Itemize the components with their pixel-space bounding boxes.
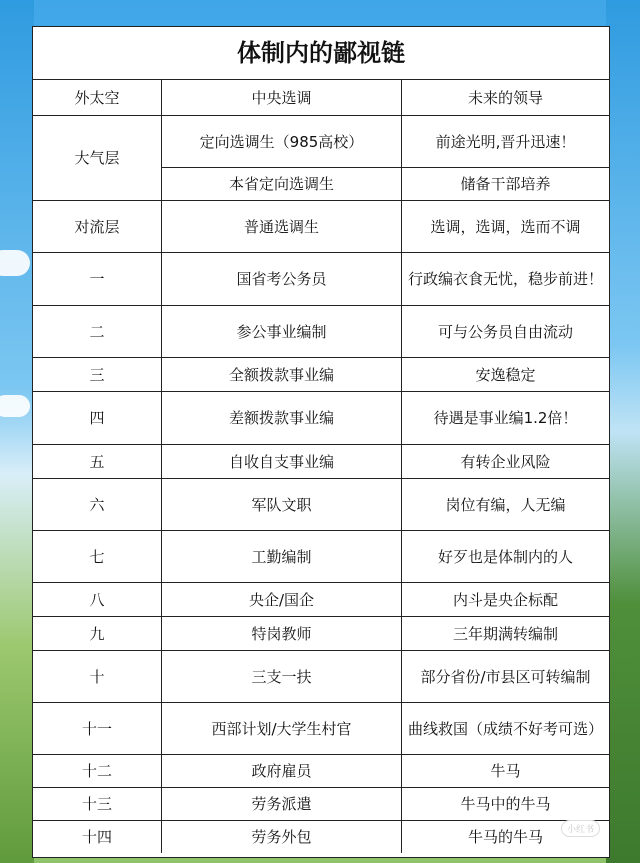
table-row <box>33 650 609 702</box>
position-cell: 参公事业编制 <box>162 305 402 357</box>
level-cell: 十三 <box>33 787 162 820</box>
position-cell: 中央选调 <box>162 80 402 115</box>
table-row <box>33 80 609 115</box>
cloud-decoration <box>0 395 30 417</box>
comment-cell: 可与公务员自由流动 <box>402 305 610 357</box>
level-cell: 八 <box>33 582 162 616</box>
table-row <box>33 357 609 391</box>
table-row <box>33 754 609 787</box>
table-row <box>33 305 609 357</box>
comment-cell: 三年期满转编制 <box>402 616 610 650</box>
comment-cell: 牛马 <box>402 754 610 787</box>
level-cell: 九 <box>33 616 162 650</box>
level-cell: 外太空 <box>33 80 162 115</box>
position-cell: 央企/国企 <box>162 582 402 616</box>
level-cell: 十 <box>33 650 162 702</box>
level-cell: 六 <box>33 478 162 530</box>
position-cell: 劳务外包 <box>162 820 402 853</box>
comment-cell: 牛马中的牛马 <box>402 787 610 820</box>
comment-cell: 行政编衣食无忧，稳步前进！ <box>402 252 610 305</box>
position-cell: 差额拨款事业编 <box>162 391 402 444</box>
position-cell: 劳务派遣 <box>162 787 402 820</box>
level-cell: 二 <box>33 305 162 357</box>
position-cell: 国省考公务员 <box>162 252 402 305</box>
position-cell: 自收自支事业编 <box>162 444 402 478</box>
position-cell: 普通选调生 <box>162 200 402 252</box>
background-left-scenery <box>0 0 34 863</box>
position-cell: 工勤编制 <box>162 530 402 582</box>
comment-cell: 未来的领导 <box>402 80 610 115</box>
position-cell: 全额拨款事业编 <box>162 357 402 391</box>
background-right-scenery <box>606 0 640 863</box>
hierarchy-table <box>33 80 609 853</box>
comment-cell: 选调，选调，选而不调 <box>402 200 610 252</box>
table-row <box>33 200 609 252</box>
level-cell: 十四 <box>33 820 162 853</box>
cloud-decoration <box>0 250 30 276</box>
comment-cell: 好歹也是体制内的人 <box>402 530 610 582</box>
watermark-logo: 小红书 <box>561 820 600 837</box>
table-row <box>33 820 609 853</box>
table-row <box>33 702 609 754</box>
position-cell: 三支一扶 <box>162 650 402 702</box>
position-cell: 特岗教师 <box>162 616 402 650</box>
comment-cell: 曲线救国（成绩不好考可选） <box>402 702 610 754</box>
comment-cell: 待遇是事业编1.2倍！ <box>402 391 610 444</box>
level-cell: 一 <box>33 252 162 305</box>
page-title: 体制内的鄙视链 <box>33 27 609 80</box>
comment-cell: 部分省份/市县区可转编制 <box>402 650 610 702</box>
table-row <box>33 252 609 305</box>
comment-cell: 内斗是央企标配 <box>402 582 610 616</box>
level-cell: 对流层 <box>33 200 162 252</box>
comment-cell: 牛马的牛马 <box>402 820 610 853</box>
table-row <box>33 391 609 444</box>
level-cell: 五 <box>33 444 162 478</box>
table-row <box>33 115 609 167</box>
hierarchy-card <box>32 26 610 858</box>
comment-cell: 前途光明,晋升迅速！ <box>402 115 610 167</box>
comment-cell: 岗位有编，人无编 <box>402 478 610 530</box>
table-row <box>33 582 609 616</box>
table-row <box>33 787 609 820</box>
level-cell: 四 <box>33 391 162 444</box>
table-row <box>33 478 609 530</box>
level-cell: 大气层 <box>33 115 162 200</box>
position-cell: 政府雇员 <box>162 754 402 787</box>
level-cell: 七 <box>33 530 162 582</box>
position-cell: 军队文职 <box>162 478 402 530</box>
comment-cell: 储备干部培养 <box>402 167 610 200</box>
comment-cell: 有转企业风险 <box>402 444 610 478</box>
level-cell: 十二 <box>33 754 162 787</box>
table-row <box>33 530 609 582</box>
table-row <box>33 444 609 478</box>
position-cell: 西部计划/大学生村官 <box>162 702 402 754</box>
level-cell: 三 <box>33 357 162 391</box>
level-cell: 十一 <box>33 702 162 754</box>
position-cell: 定向选调生（985高校） <box>162 115 402 167</box>
position-cell: 本省定向选调生 <box>162 167 402 200</box>
table-row <box>33 616 609 650</box>
comment-cell: 安逸稳定 <box>402 357 610 391</box>
